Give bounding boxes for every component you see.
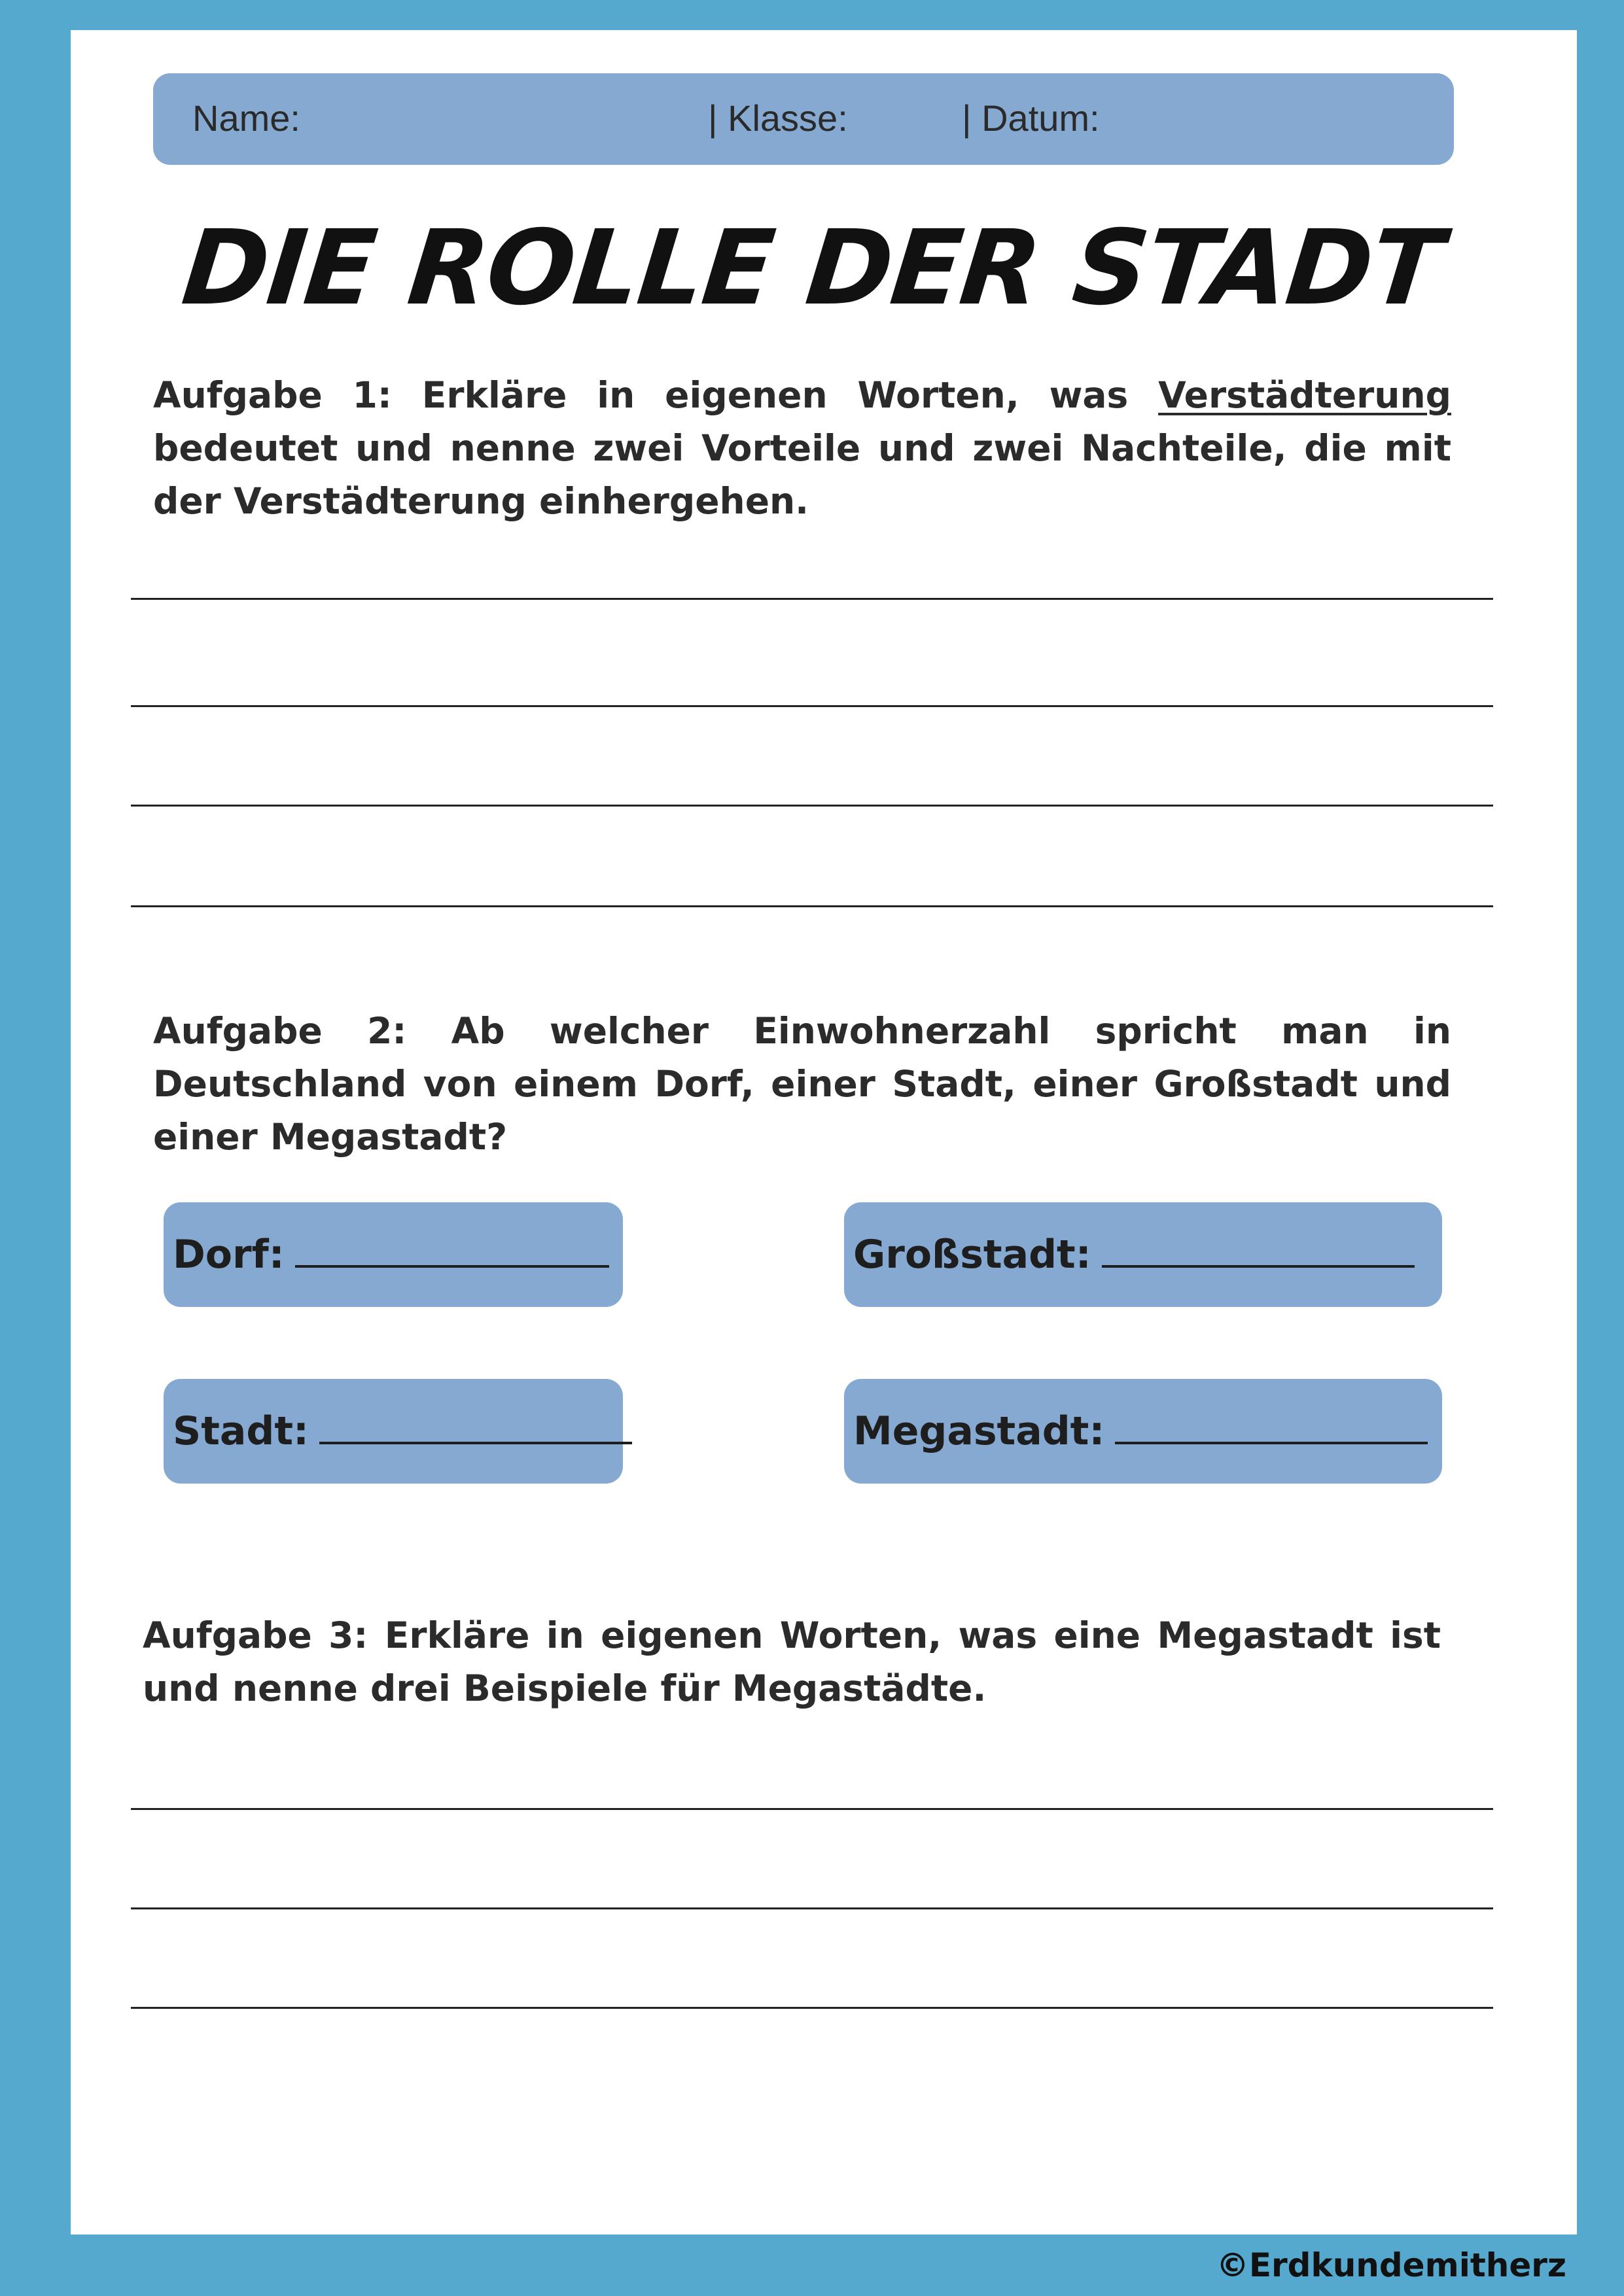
task-1-keyword: Verstädterung: [1158, 374, 1451, 416]
answer-line[interactable]: [131, 598, 1493, 600]
megastadt-answer-blank[interactable]: [1115, 1442, 1428, 1444]
stadt-box: [164, 1379, 623, 1484]
grossstadt-answer-blank[interactable]: [1102, 1265, 1415, 1268]
klasse-label: | Klasse:: [708, 97, 848, 139]
answer-line[interactable]: [131, 905, 1493, 907]
page-title: DIE ROLLE DER STADT: [177, 208, 1447, 328]
answer-line[interactable]: [131, 2007, 1493, 2009]
answer-line[interactable]: [131, 1808, 1493, 1810]
task-3-text: Aufgabe 3: Erkläre in eigenen Worten, was eine Megastadt ist und nenne drei Beispiele für Megastädte.: [143, 1614, 1441, 1709]
task-1-prefix: Aufgabe 1: Erkläre in eigenen Worten, was: [153, 374, 1159, 416]
answer-line[interactable]: [131, 1907, 1493, 1909]
megastadt-label: Megastadt:: [853, 1408, 1105, 1454]
dorf-box: [164, 1202, 623, 1307]
task-1-text: [153, 369, 1451, 528]
name-label: Name:: [192, 97, 300, 139]
copyright-footer: ©Erdkundemitherz: [1216, 2246, 1566, 2284]
datum-label: | Datum:: [962, 97, 1100, 139]
task-1-suffix: bedeutet und nenne zwei Vorteile und zwei Nachteile, die mit der Verstädterung einhergehen.: [153, 427, 1451, 522]
dorf-label: Dorf:: [173, 1232, 285, 1278]
header-bar: [153, 73, 1454, 165]
stadt-label: Stadt:: [173, 1408, 309, 1454]
task-2-text: Aufgabe 2: Ab welcher Einwohnerzahl spricht man in Deutschland von einem Dorf, einer Stadt, einer Großstadt und einer Megastadt?: [153, 1010, 1451, 1158]
grossstadt-label: Großstadt:: [853, 1232, 1091, 1278]
answer-line[interactable]: [131, 805, 1493, 807]
dorf-answer-blank[interactable]: [295, 1265, 609, 1268]
stadt-answer-blank[interactable]: [319, 1442, 632, 1444]
grossstadt-box: [844, 1202, 1442, 1307]
megastadt-box: [844, 1379, 1442, 1484]
answer-line[interactable]: [131, 705, 1493, 707]
